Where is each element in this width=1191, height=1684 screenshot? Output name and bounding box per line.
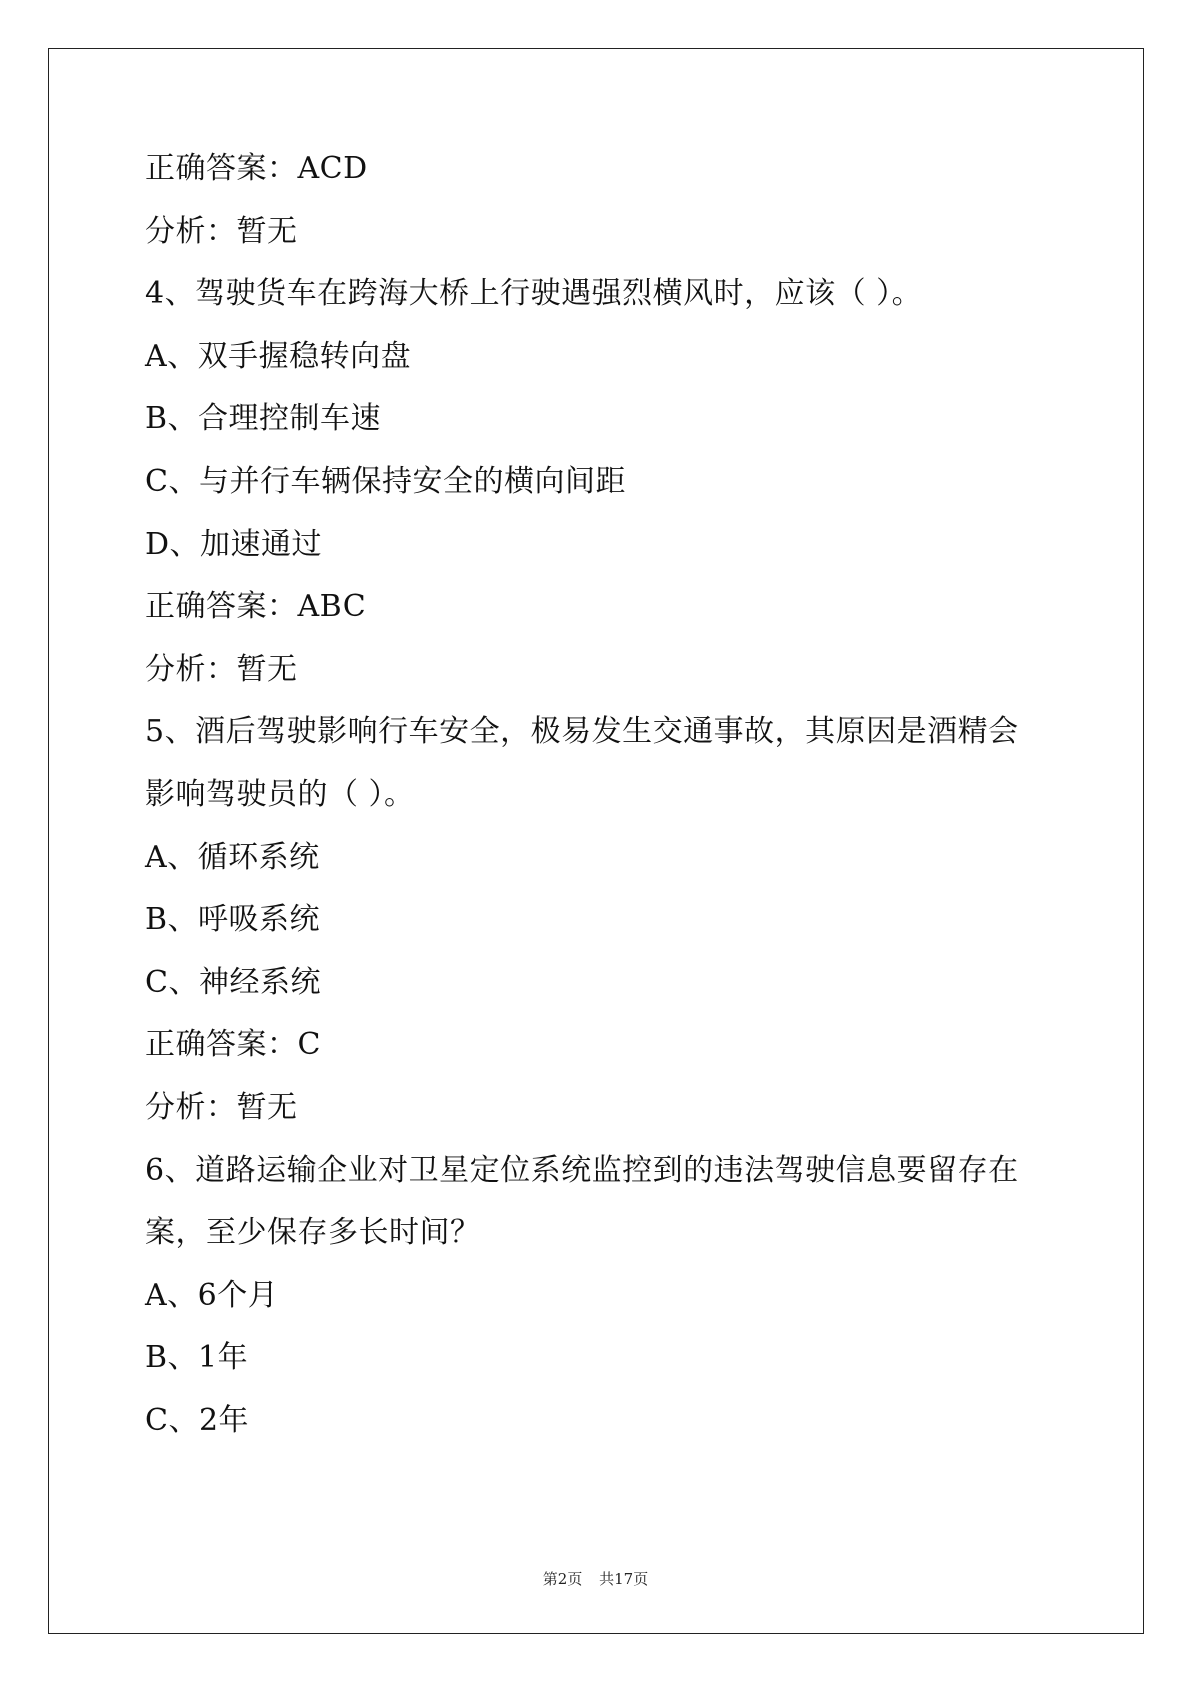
analysis-line: 分析：暂无 bbox=[145, 1089, 298, 1125]
answer-line: 正确答案：ACD bbox=[145, 151, 368, 186]
option-c: C、2年 bbox=[145, 1402, 250, 1438]
page-footer bbox=[0, 1568, 1191, 1589]
option-a: A、6个月 bbox=[145, 1277, 279, 1313]
document-body bbox=[145, 138, 1065, 1452]
answer-line: 正确答案：ABC bbox=[145, 589, 367, 625]
page-total: 共17页 bbox=[599, 1570, 649, 1588]
analysis-line: 分析：暂无 bbox=[145, 213, 298, 249]
option-a: A、循环系统 bbox=[145, 839, 320, 875]
question-6: 6、道路运输企业对卫星定位系统监控到的违法驾驶信息要留存在 bbox=[145, 1152, 1019, 1188]
option-b: B、呼吸系统 bbox=[145, 902, 321, 938]
question-5-continued: 影响驾驶员的（ ）。 bbox=[145, 776, 415, 812]
option-b: B、1年 bbox=[145, 1340, 249, 1376]
question-4: 4、驾驶货车在跨海大桥上行驶遇强烈横风时，应该（ ）。 bbox=[145, 276, 923, 312]
question-6-continued: 案，至少保存多长时间？ bbox=[145, 1215, 481, 1251]
answer-line: 正确答案：C bbox=[145, 1027, 321, 1063]
option-c: C、神经系统 bbox=[145, 964, 321, 1000]
option-c: C、与并行车辆保持安全的横向间距 bbox=[145, 463, 626, 499]
page-number: 第2页 bbox=[542, 1570, 583, 1588]
analysis-line: 分析：暂无 bbox=[145, 651, 298, 687]
option-b: B、合理控制车速 bbox=[145, 401, 382, 437]
option-a: A、双手握稳转向盘 bbox=[145, 338, 412, 374]
question-5: 5、酒后驾驶影响行车安全，极易发生交通事故，其原因是酒精会 bbox=[145, 714, 1019, 750]
option-d: D、加速通过 bbox=[145, 526, 323, 562]
